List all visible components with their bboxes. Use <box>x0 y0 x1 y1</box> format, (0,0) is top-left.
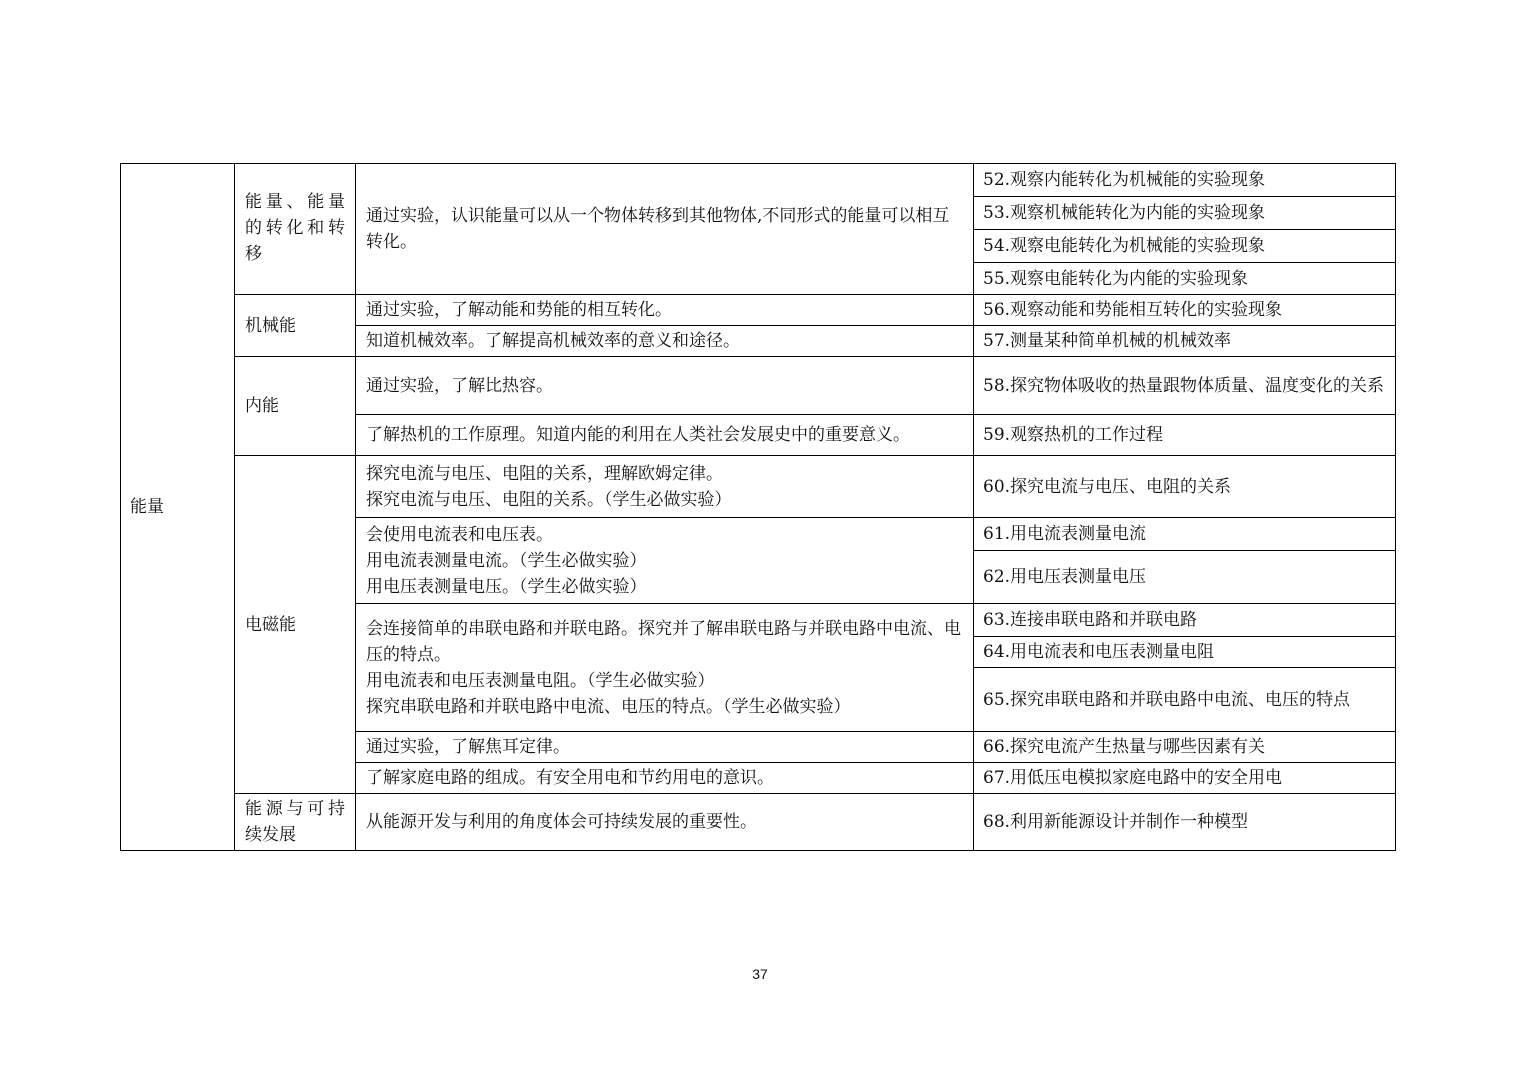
experiment-text: 54.观察电能转化为机械能的实验现象 <box>983 236 1266 256</box>
requirement-cell <box>356 763 974 794</box>
experiment-cell <box>974 763 1396 794</box>
experiment-text: 60.探究电流与电压、电阻的关系 <box>983 476 1232 497</box>
topic-label: 机械能 <box>245 315 296 336</box>
experiment-text: 66.探究电流产生热量与哪些因素有关 <box>983 737 1266 757</box>
requirement-text: 了解家庭电路的组成。有安全用电和节约用电的意识。 <box>366 768 774 788</box>
topic-cell-internal <box>235 357 356 456</box>
experiment-text: 58.探究物体吸收的热量跟物体质量、温度变化的关系 <box>983 375 1385 396</box>
experiment-text: 59.观察热机的工作过程 <box>983 425 1164 445</box>
requirement-text: 通过实验，认识能量可以从一个物体转移到其他物体,不同形式的能量可以相互转化。 <box>366 206 950 252</box>
topic-cell-energy-transfer <box>235 164 356 295</box>
requirement-cell <box>356 456 974 518</box>
experiment-text: 63.连接串联电路和并联电路 <box>983 610 1198 630</box>
experiment-text: 64.用电流表和电压表测量电阻 <box>983 642 1215 662</box>
table-row <box>121 456 1396 518</box>
experiment-text: 56.观察动能和势能相互转化的实验现象 <box>983 300 1283 320</box>
requirement-cell <box>356 295 974 326</box>
experiment-cell <box>974 551 1396 604</box>
table-row <box>121 357 1396 415</box>
topic-cell-sustainability <box>235 794 356 851</box>
requirement-text: 知道机械效率。了解提高机械效率的意义和途径。 <box>366 331 740 351</box>
requirement-cell <box>356 164 974 295</box>
experiment-cell <box>974 518 1396 551</box>
experiment-cell <box>974 604 1396 637</box>
experiment-cell <box>974 295 1396 326</box>
experiment-text: 68.利用新能源设计并制作一种模型 <box>983 812 1249 832</box>
requirement-text: 了解热机的工作原理。知道内能的利用在人类社会发展史中的重要意义。 <box>366 425 910 445</box>
topic-cell-mechanical <box>235 295 356 357</box>
experiment-cell <box>974 637 1396 668</box>
experiment-text: 57.测量某种简单机械的机械效率 <box>983 331 1232 351</box>
domain-label: 能量 <box>130 497 164 517</box>
requirement-text: 通过实验，了解比热容。 <box>366 375 553 396</box>
experiment-text: 67.用低压电模拟家庭电路中的安全用电 <box>983 768 1283 788</box>
experiment-text: 52.观察内能转化为机械能的实验现象 <box>983 170 1266 190</box>
requirement-cell <box>356 518 974 604</box>
topic-label: 电磁能 <box>245 614 296 635</box>
requirement-text: 用电压表测量电压。（学生必做实验） <box>366 576 647 597</box>
experiment-cell <box>974 263 1396 295</box>
experiment-text: 62.用电压表测量电压 <box>983 567 1147 587</box>
requirement-text: 从能源开发与利用的角度体会可持续发展的重要性。 <box>366 812 757 832</box>
experiment-cell <box>974 357 1396 415</box>
table-row <box>121 164 1396 197</box>
requirement-cell <box>356 326 974 357</box>
experiment-cell <box>974 794 1396 851</box>
topic-label: 能源与可持续发展 <box>245 799 345 845</box>
requirement-cell <box>356 794 974 851</box>
domain-cell <box>121 164 235 851</box>
experiment-text: 61.用电流表测量电流 <box>983 524 1147 544</box>
experiment-text: 53.观察机械能转化为内能的实验现象 <box>983 203 1266 223</box>
requirement-text: 探究电流与电压、电阻的关系。（学生必做实验） <box>366 489 732 510</box>
topic-label: 内能 <box>245 396 279 416</box>
requirement-cell <box>356 415 974 456</box>
experiment-text: 65.探究串联电路和并联电路中电流、电压的特点 <box>983 689 1351 710</box>
requirement-text: 会连接简单的串联电路和并联电路。探究并了解串联电路与并联电路中电流、电压的特点。 <box>366 618 961 665</box>
requirement-text: 通过实验，了解焦耳定律。 <box>366 737 570 757</box>
requirement-text: 探究串联电路和并联电路中电流、电压的特点。（学生必做实验） <box>366 696 851 717</box>
page-number: 37 <box>752 966 768 982</box>
table-row <box>121 295 1396 326</box>
experiment-cell <box>974 456 1396 518</box>
experiment-cell <box>974 230 1396 263</box>
requirement-text: 会使用电流表和电压表。 <box>366 524 553 545</box>
experiment-cell <box>974 668 1396 732</box>
curriculum-table <box>120 163 1395 848</box>
experiment-cell <box>974 732 1396 763</box>
topic-label: 能量、能量的转化和转移 <box>245 192 345 264</box>
energy-table <box>120 163 1396 851</box>
experiment-cell <box>974 164 1396 197</box>
requirement-cell <box>356 604 974 732</box>
requirement-text: 探究电流与电压、电阻的关系，理解欧姆定律。 <box>366 463 723 484</box>
experiment-cell <box>974 197 1396 230</box>
experiment-cell <box>974 326 1396 357</box>
requirement-text: 用电流表和电压表测量电阻。（学生必做实验） <box>366 670 715 691</box>
topic-cell-electromagnetic <box>235 456 356 794</box>
requirement-cell <box>356 732 974 763</box>
table-row <box>121 794 1396 851</box>
experiment-text: 55.观察电能转化为内能的实验现象 <box>983 268 1249 289</box>
requirement-cell <box>356 357 974 415</box>
requirement-text: 通过实验，了解动能和势能的相互转化。 <box>366 300 672 320</box>
experiment-cell <box>974 415 1396 456</box>
requirement-text: 用电流表测量电流。（学生必做实验） <box>366 550 647 571</box>
